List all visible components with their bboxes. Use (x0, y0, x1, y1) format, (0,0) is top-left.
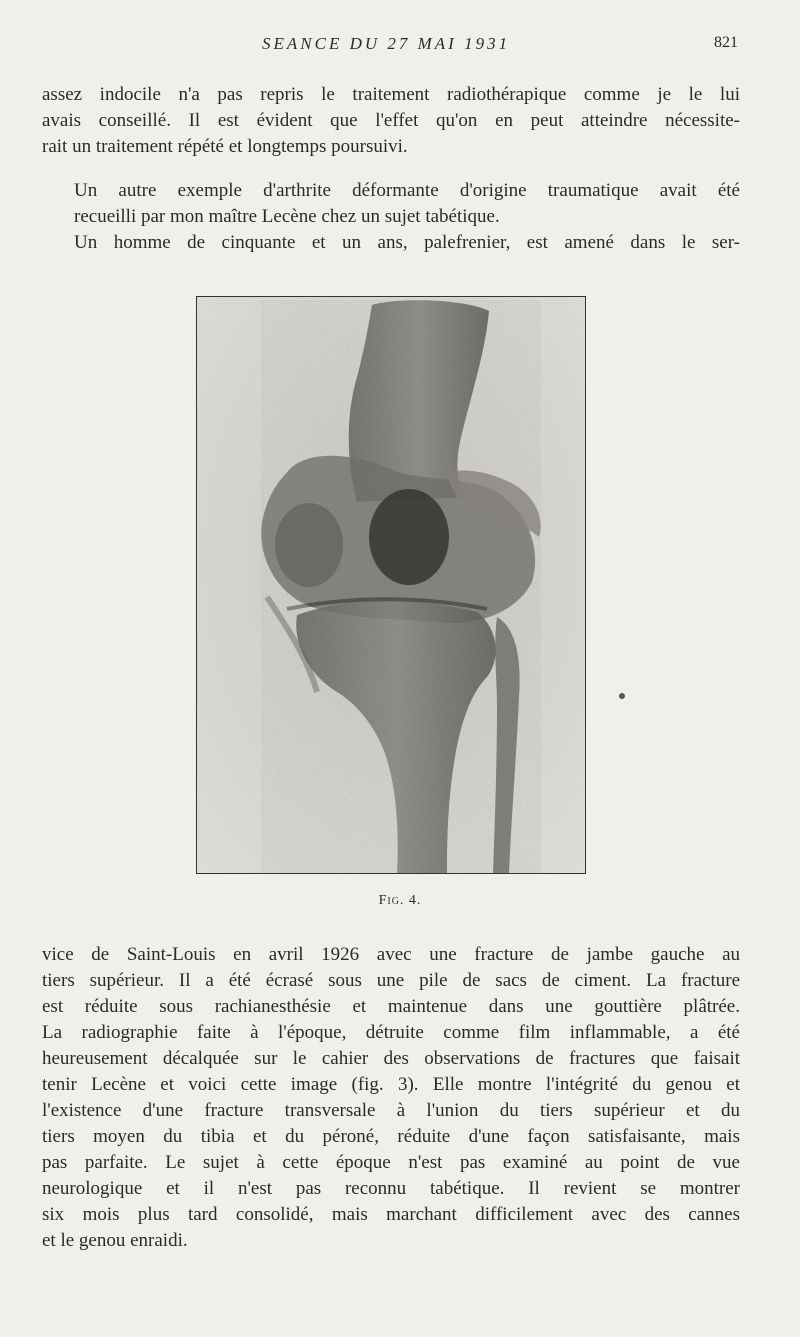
text-line: vice de Saint-Louis en avril 1926 avec une fracture de jambe gauche au (42, 944, 740, 965)
knee-radiograph-image (197, 297, 585, 873)
page-number: 821 (714, 34, 738, 51)
text-line: Un homme de cinquante et un ans, palefrenier, est amené dans le ser- (74, 232, 740, 253)
text-line: pas parfaite. Le sujet à cette époque n'est pas examiné au point de vue (42, 1152, 740, 1173)
text-line: La radiographie faite à l'époque, détruite comme film inflammable, a été (42, 1022, 740, 1043)
running-header (0, 34, 800, 58)
text-line: Un autre exemple d'arthrite déformante d'origine traumatique avait été (74, 180, 740, 201)
paragraph-1 (42, 82, 740, 160)
text-line: rait un traitement répété et longtemps poursuivi. (42, 136, 408, 157)
text-line: est réduite sous rachianesthésie et maintenue dans une gouttière plâtrée. (42, 996, 740, 1017)
text-line: tenir Lecène et voici cette image (fig. 3). Elle montre l'intégrité du genou et (42, 1074, 740, 1095)
text-line: heureusement décalquée sur le cahier des observations de fractures que faisait (42, 1048, 740, 1069)
text-line: recueilli par mon maître Lecène chez un sujet tabétique. (74, 206, 500, 227)
stray-ink-dot (619, 693, 625, 699)
figure-caption: Fig. 4. (378, 893, 422, 908)
text-line: six mois plus tard consolidé, mais marchant difficilement avec des cannes (42, 1204, 740, 1225)
radiograph-figure (196, 296, 586, 874)
text-line: et le genou enraidi. (42, 1230, 188, 1251)
paragraph-4 (42, 942, 740, 1254)
text-line: tiers supérieur. Il a été écrasé sous une pile de sacs de ciment. La fracture (42, 970, 740, 991)
paragraph-2 (42, 178, 740, 230)
text-line: assez indocile n'a pas repris le traitement radiothérapique comme je le lui (42, 84, 740, 105)
text-line: avais conseillé. Il est évident que l'effet qu'on en peut atteindre nécessite- (42, 110, 740, 131)
paragraph-3 (42, 230, 740, 256)
text-line: l'existence d'une fracture transversale à l'union du tiers supérieur et du (42, 1100, 740, 1121)
text-line: tiers moyen du tibia et du péroné, réduite d'une façon satisfaisante, mais (42, 1126, 740, 1147)
running-title: SEANCE DU 27 MAI 1931 (262, 34, 511, 53)
text-line: neurologique et il n'est pas reconnu tabétique. Il revient se montrer (42, 1178, 740, 1199)
